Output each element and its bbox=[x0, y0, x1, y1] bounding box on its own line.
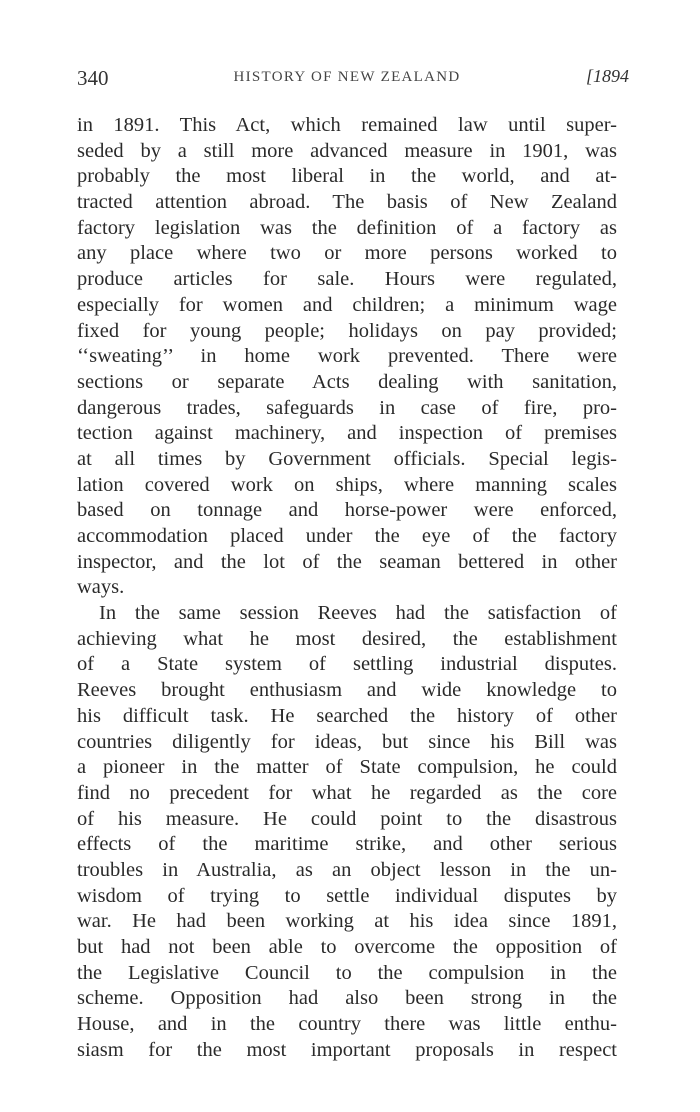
page-number: 340 bbox=[77, 66, 109, 90]
text-line: factory legislation was the definition of a factory as bbox=[77, 216, 617, 239]
text-line: war. He had been working at his idea since 1891, bbox=[77, 910, 617, 933]
text-line: accommodation placed under the eye of the factory bbox=[77, 525, 617, 547]
paragraph-end-line: ways. bbox=[77, 576, 125, 599]
text-line: any place where two or more persons worked to bbox=[77, 242, 617, 265]
text-line: lation covered work on ships, where manning scales bbox=[77, 473, 617, 496]
text-line: seded by a still more advanced measure in 1901, was bbox=[77, 139, 617, 162]
text-line: tection against machinery, and inspection of premises bbox=[77, 422, 617, 445]
text-line: especially for women and children; a minimum wage bbox=[77, 293, 617, 316]
text-line: troubles in Australia, as an object lesson in the un- bbox=[77, 858, 617, 881]
text-line: probably the most liberal in the world, and at- bbox=[77, 165, 617, 188]
text-line: dangerous trades, safeguards in case of fire, pro- bbox=[77, 396, 617, 419]
text-line: a pioneer in the matter of State compulsion, he could bbox=[77, 756, 617, 779]
text-line: his difficult task. He searched the history of other bbox=[77, 704, 617, 727]
text-line: the Legislative Council to the compulsion in the bbox=[77, 961, 617, 984]
text-line: scheme. Opposition had also been strong in the bbox=[77, 987, 617, 1010]
body-text bbox=[77, 113, 617, 1063]
text-line: sections or separate Acts dealing with sanitation, bbox=[77, 370, 617, 393]
year-marker: [1894 bbox=[585, 66, 629, 86]
text-line: fixed for young people; holidays on pay provided; bbox=[77, 319, 617, 342]
text-line: of his measure. He could point to the disastrous bbox=[77, 807, 617, 830]
text-line: countries diligently for ideas, but since his Bill was bbox=[77, 730, 617, 753]
text-line: achieving what he most desired, the establishment bbox=[77, 627, 617, 650]
text-line: wisdom of trying to settle individual disputes by bbox=[77, 884, 617, 907]
text-line: based on tonnage and horse-power were enforced, bbox=[77, 499, 617, 522]
text-line: produce articles for sale. Hours were regulated, bbox=[77, 268, 617, 291]
text-line: siasm for the most important proposals in respect bbox=[77, 1038, 617, 1061]
text-line: House, and in the country there was little enthu- bbox=[77, 1013, 617, 1036]
running-header bbox=[77, 66, 629, 92]
text-line: Reeves brought enthusiasm and wide knowledge to bbox=[77, 679, 617, 702]
running-title: HISTORY OF NEW ZEALAND bbox=[233, 69, 461, 85]
paragraph-start-line: In the same session Reeves had the satisfaction of bbox=[99, 602, 617, 625]
text-line: ‘‘sweating’’ in home work prevented. There were bbox=[77, 345, 617, 368]
text-line: of a State system of settling industrial disputes. bbox=[77, 653, 617, 676]
text-line: find no precedent for what he regarded as the core bbox=[77, 781, 617, 804]
text-line: tracted attention abroad. The basis of New Zealand bbox=[77, 191, 617, 214]
text-line: but had not been able to overcome the opposition of bbox=[77, 936, 617, 958]
text-line: effects of the maritime strike, and other serious bbox=[77, 833, 617, 856]
text-line: in 1891. This Act, which remained law until super- bbox=[77, 114, 617, 136]
text-line: at all times by Government officials. Special legis- bbox=[77, 447, 617, 470]
text-line: inspector, and the lot of the seaman bettered in other bbox=[77, 550, 617, 573]
